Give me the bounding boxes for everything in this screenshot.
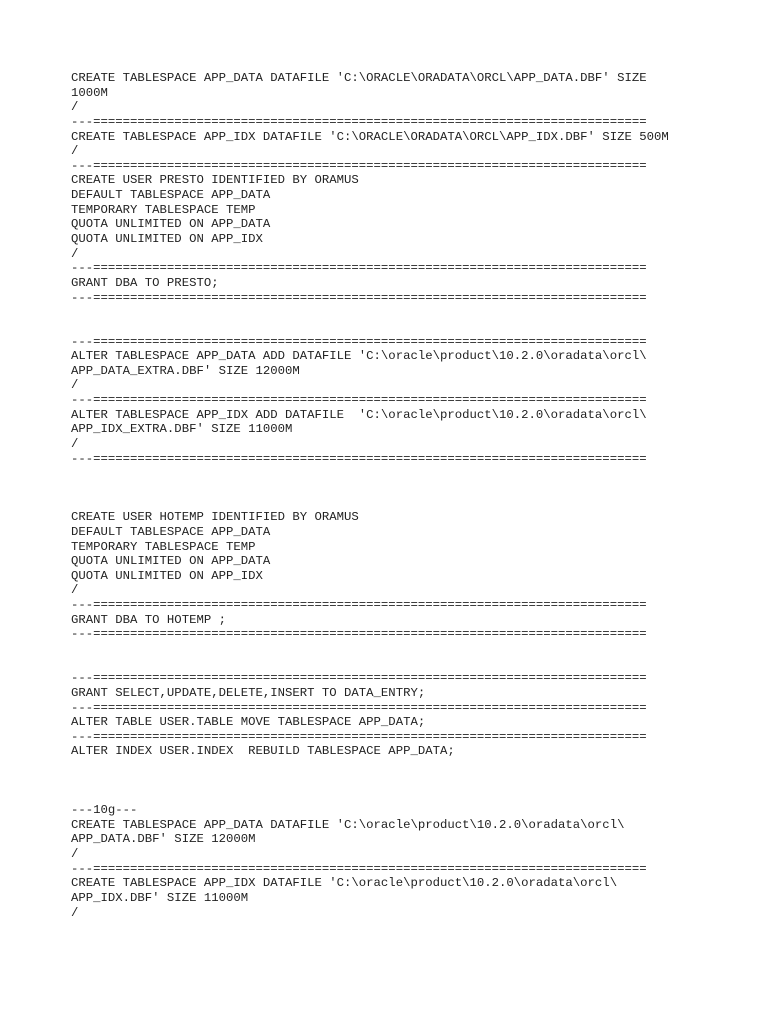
separator-line: ---===========================================================================: [71, 861, 647, 876]
sql-line: /: [71, 905, 79, 920]
separator-line: ---===========================================================================: [71, 598, 647, 613]
separator-line: ---===========================================================================: [71, 671, 647, 686]
sql-line: /: [71, 144, 79, 159]
blank-line: [71, 657, 711, 672]
separator-line: ---===========================================================================: [71, 451, 647, 466]
sql-line: APP_IDX_EXTRA.DBF' SIZE 11000M: [71, 422, 293, 437]
sql-line: /: [71, 437, 79, 452]
sql-line: ---10g---: [71, 803, 138, 818]
sql-line: APP_DATA_EXTRA.DBF' SIZE 12000M: [71, 363, 300, 378]
sql-line: CREATE TABLESPACE APP_IDX DATAFILE 'C:\ORACLE\ORADATA\ORCL\APP_IDX.DBF' SIZE 500M: [71, 129, 669, 144]
sql-line: /: [71, 846, 79, 861]
sql-line: /: [71, 583, 79, 598]
blank-line: [71, 774, 711, 789]
sql-line: GRANT DBA TO PRESTO;: [71, 275, 219, 290]
separator-line: ---===========================================================================: [71, 114, 647, 129]
separator-line: ---===========================================================================: [71, 393, 647, 408]
sql-line: 1000M: [71, 85, 108, 100]
blank-line: [71, 496, 711, 511]
separator-line: ---===========================================================================: [71, 700, 647, 715]
separator-line: ---===========================================================================: [71, 334, 647, 349]
blank-line: [71, 759, 711, 774]
sql-line: /: [71, 246, 79, 261]
sql-line: DEFAULT TABLESPACE APP_DATA: [71, 188, 271, 203]
sql-line: QUOTA UNLIMITED ON APP_IDX: [71, 568, 263, 583]
document-page: [71, 71, 711, 920]
sql-line: GRANT SELECT,UPDATE,DELETE,INSERT TO DATA_ENTRY;: [71, 685, 426, 700]
separator-line: ---===========================================================================: [71, 627, 647, 642]
sql-line: APP_DATA.DBF' SIZE 12000M: [71, 832, 256, 847]
sql-line: CREATE USER HOTEMP IDENTIFIED BY ORAMUS: [71, 510, 359, 525]
separator-line: ---===========================================================================: [71, 261, 647, 276]
sql-line: QUOTA UNLIMITED ON APP_DATA: [71, 217, 271, 232]
sql-line: APP_IDX.DBF' SIZE 11000M: [71, 890, 249, 905]
sql-line: ALTER TABLESPACE APP_IDX ADD DATAFILE 'C:\oracle\product\10.2.0\oradata\orcl\: [71, 407, 647, 422]
blank-line: [71, 788, 711, 803]
sql-line: CREATE TABLESPACE APP_DATA DATAFILE 'C:\oracle\product\10.2.0\oradata\orcl\: [71, 817, 625, 832]
blank-line: [71, 466, 711, 481]
sql-line: CREATE USER PRESTO IDENTIFIED BY ORAMUS: [71, 173, 359, 188]
sql-line: ALTER INDEX USER.INDEX REBUILD TABLESPACE APP_DATA;: [71, 744, 455, 759]
sql-line: CREATE TABLESPACE APP_IDX DATAFILE 'C:\oracle\product\10.2.0\oradata\orcl\: [71, 876, 618, 891]
sql-line: CREATE TABLESPACE APP_DATA DATAFILE 'C:\ORACLE\ORADATA\ORCL\APP_DATA.DBF' SIZE: [71, 71, 647, 85]
sql-line: TEMPORARY TABLESPACE TEMP: [71, 539, 256, 554]
sql-line: ALTER TABLE USER.TABLE MOVE TABLESPACE APP_DATA;: [71, 715, 426, 730]
blank-line: [71, 305, 711, 320]
blank-line: [71, 642, 711, 657]
separator-line: ---===========================================================================: [71, 290, 647, 305]
separator-line: ---===========================================================================: [71, 158, 647, 173]
blank-line: [71, 320, 711, 335]
sql-line: GRANT DBA TO HOTEMP ;: [71, 612, 226, 627]
sql-line: ALTER TABLESPACE APP_DATA ADD DATAFILE 'C:\oracle\product\10.2.0\oradata\orcl\: [71, 349, 647, 364]
sql-line: QUOTA UNLIMITED ON APP_IDX: [71, 232, 263, 247]
sql-line: /: [71, 378, 79, 393]
blank-line: [71, 481, 711, 496]
sql-line: TEMPORARY TABLESPACE TEMP: [71, 202, 256, 217]
sql-line: /: [71, 100, 79, 115]
sql-line: QUOTA UNLIMITED ON APP_DATA: [71, 554, 271, 569]
sql-line: DEFAULT TABLESPACE APP_DATA: [71, 524, 271, 539]
separator-line: ---===========================================================================: [71, 729, 647, 744]
